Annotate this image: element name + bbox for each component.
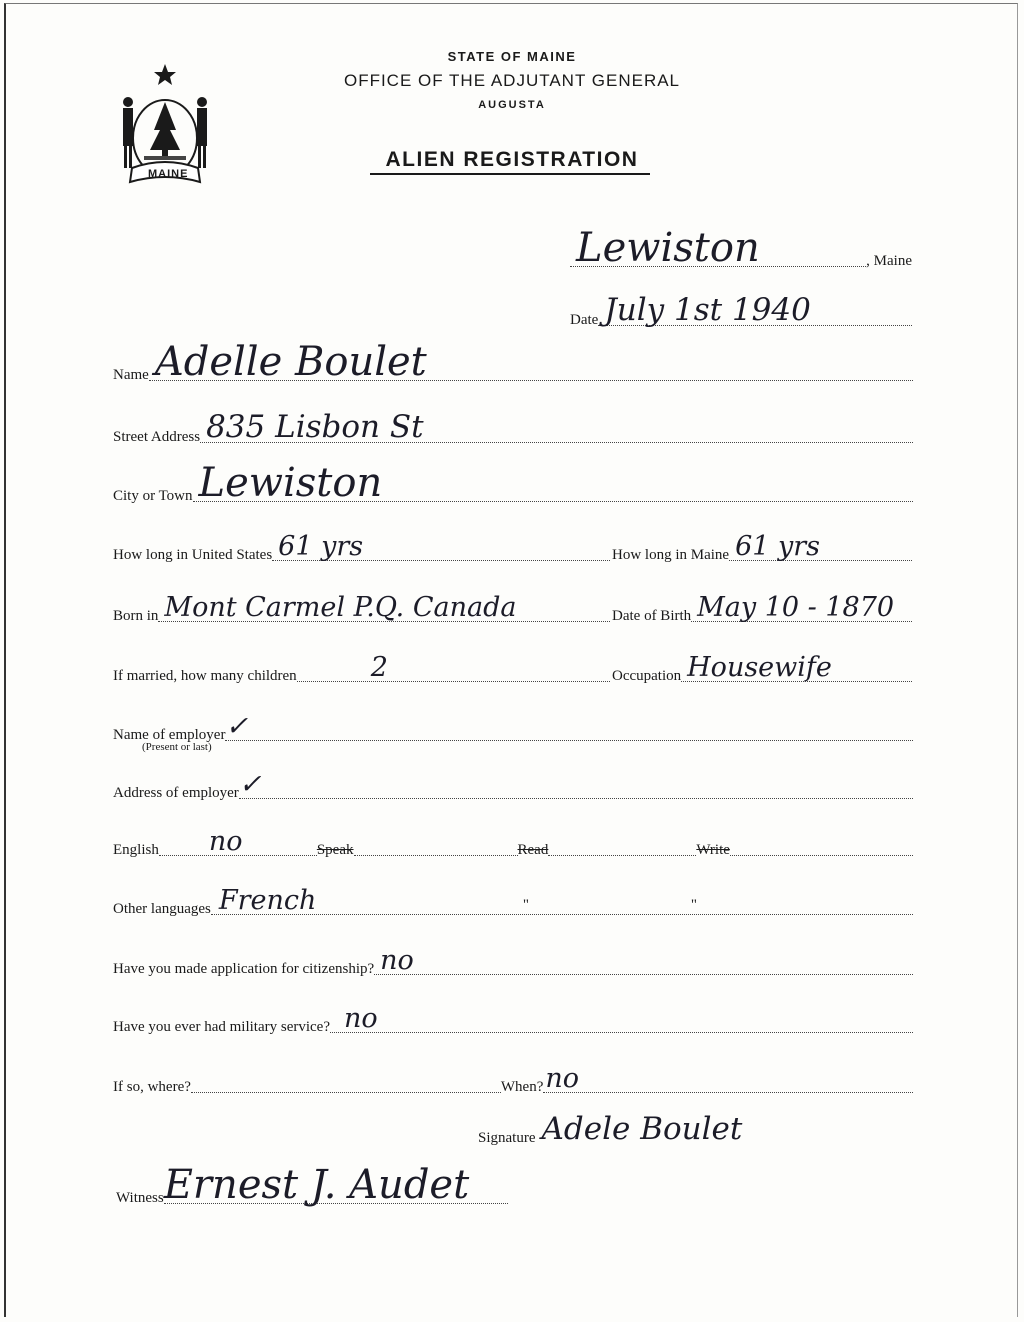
date-label: Date <box>570 312 599 328</box>
occupation-value: Housewife <box>687 652 832 683</box>
state-heading: STATE OF MAINE <box>447 49 577 64</box>
dob-value: May 10 - 1870 <box>697 592 895 623</box>
when-value: no <box>545 1063 580 1094</box>
city-label: City or Town <box>113 488 193 504</box>
city-heading: AUGUSTA <box>478 99 546 111</box>
english-read: Read <box>517 842 549 858</box>
place-suffix: , Maine <box>866 253 912 269</box>
signature-label: Signature <box>478 1130 536 1146</box>
witness-row <box>116 1162 508 1208</box>
place-value: Lewiston <box>576 225 760 271</box>
city-value: Lewiston <box>198 460 383 506</box>
years-maine-row <box>612 531 912 564</box>
city-row <box>113 460 913 506</box>
place-row <box>570 225 912 271</box>
citizenship-value: no <box>380 945 414 976</box>
english-speak: Speak <box>316 842 354 858</box>
employer-address-check: ✓ <box>238 769 262 800</box>
employer-name-label: Name of employer <box>113 727 226 743</box>
name-value: Adelle Boulet <box>154 339 427 385</box>
seal-motto: MAINE <box>148 168 189 180</box>
born-in-row <box>113 592 610 625</box>
children-value: 2 <box>370 652 388 683</box>
other-languages-label: Other languages <box>113 901 211 917</box>
occupation-label: Occupation <box>612 668 682 684</box>
date-value: July 1st 1940 <box>604 292 811 328</box>
english-label: English <box>113 842 159 858</box>
office-heading: OFFICE OF THE ADJUTANT GENERAL <box>343 71 681 90</box>
witness-value: Ernest J. Audet <box>163 1162 470 1208</box>
english-row <box>113 826 913 859</box>
children-row <box>113 652 610 685</box>
military-label: Have you ever had military service? <box>113 1019 330 1035</box>
where-when-row <box>113 1063 913 1096</box>
form-title: ALIEN REGISTRATION <box>385 148 639 171</box>
signature-row <box>478 1111 800 1147</box>
years-maine-label: How long in Maine <box>612 547 730 563</box>
employer-address-row <box>113 769 913 802</box>
born-in-value: Mont Carmel P.Q. Canada <box>164 592 517 623</box>
employer-name-row <box>113 711 913 744</box>
children-label: If married, how many children <box>113 668 297 684</box>
ditto-mark-1: " <box>522 897 530 913</box>
occupation-row <box>612 652 912 685</box>
years-us-label: How long in United States <box>113 547 273 563</box>
street-row <box>113 409 913 446</box>
other-languages-value: French <box>218 885 317 916</box>
employer-note: (Present or last) <box>142 741 212 753</box>
military-row <box>113 1003 913 1036</box>
witness-label: Witness <box>116 1190 164 1206</box>
title-underline <box>370 173 650 175</box>
signature-value: Adele Boulet <box>541 1111 743 1147</box>
name-label: Name <box>113 367 149 383</box>
employer-name-check: ✓ <box>225 711 249 742</box>
when-label: When? <box>500 1079 544 1095</box>
citizenship-label: Have you made application for citizenship? <box>113 961 375 977</box>
english-value: no <box>208 826 243 857</box>
born-in-label: Born in <box>113 608 159 624</box>
english-write: Write <box>696 842 730 858</box>
page-edge <box>4 3 1018 1317</box>
other-languages-row <box>113 885 913 918</box>
years-maine-value: 61 yrs <box>735 531 821 562</box>
dob-row <box>612 592 912 625</box>
dob-label: Date of Birth <box>612 608 692 624</box>
where-label: If so, where? <box>113 1079 191 1095</box>
citizenship-row <box>113 945 913 978</box>
name-row <box>113 339 913 385</box>
ditto-mark-2: " <box>690 897 698 913</box>
years-us-value: 61 yrs <box>278 531 364 562</box>
street-label: Street Address <box>113 429 201 445</box>
date-row <box>570 292 912 329</box>
employer-address-label: Address of employer <box>113 785 239 801</box>
military-value: no <box>344 1003 378 1034</box>
street-value: 835 Lisbon St <box>206 409 424 445</box>
years-us-row <box>113 531 610 564</box>
